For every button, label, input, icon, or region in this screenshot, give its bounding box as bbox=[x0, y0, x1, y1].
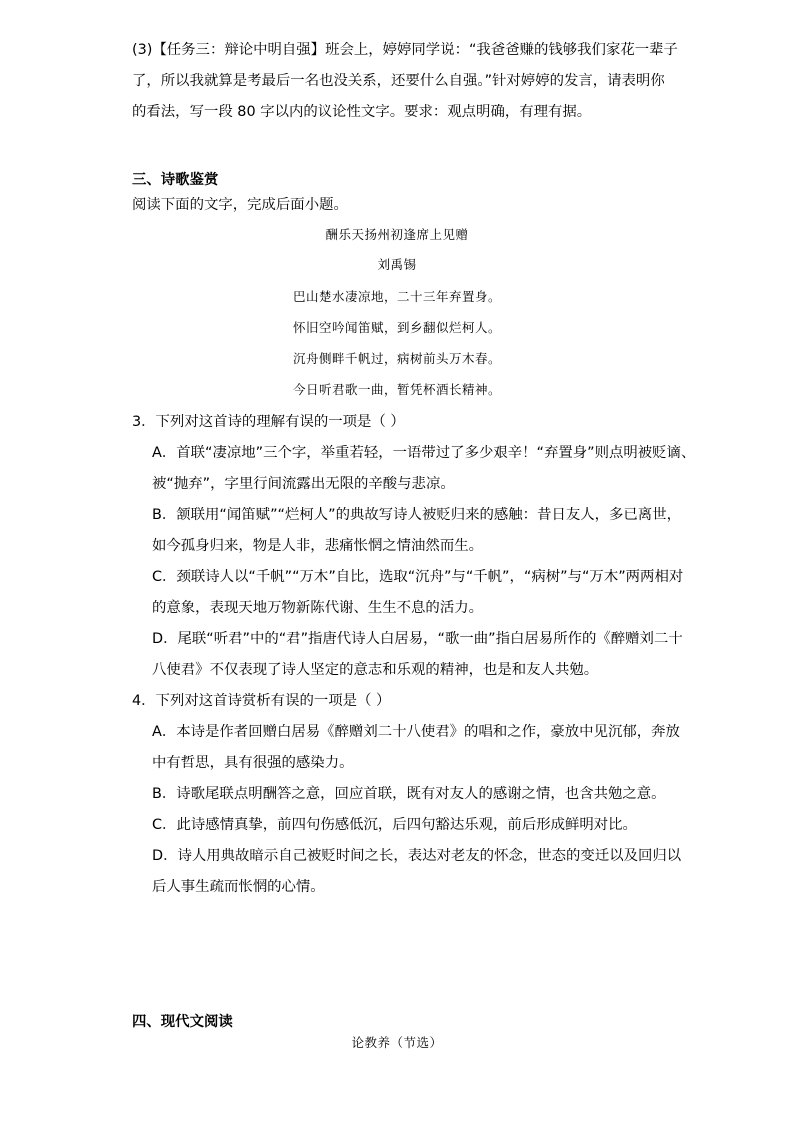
instructions: 阅读下面的文字，完成后面小题。 bbox=[132, 197, 348, 213]
option-c: C．颈联诗人以“千帆”“万木”自比，选取“沉舟”与“千帆”，“病树”与“万木”两两相对 bbox=[152, 569, 684, 585]
task3-line: 的看法，写一段 80 字以内的议论性文字。要求：观点明确，有理有据。 bbox=[132, 104, 592, 120]
poem-title: 酬乐天扬州初逢席上见赠 bbox=[325, 227, 469, 242]
poem-line: 今日听君歌一曲，暂凭杯酒长精神。 bbox=[292, 382, 501, 397]
article-title: 论教养（节选） bbox=[351, 1035, 443, 1050]
option-b: B．颔联用“闻笛赋”“烂柯人”的典故写诗人被贬归来的感触：昔日友人，多已离世， bbox=[152, 507, 681, 523]
option-b: B．诗歌尾联点明酬答之意，回应首联，既有对友人的感谢之情，也含共勉之意。 bbox=[152, 786, 666, 802]
option-d-cont: 后人事生疏而怅惘的心情。 bbox=[152, 879, 325, 895]
option-c: C．此诗感情真挚，前四句伤感低沉，后四句豁达乐观，前后形成鲜明对比。 bbox=[152, 817, 637, 833]
section-heading: 四、现代文阅读 bbox=[132, 1014, 233, 1030]
section-heading: 三、诗歌鉴赏 bbox=[132, 172, 219, 188]
option-a-cont: 中有哲思，具有很强的感染力。 bbox=[152, 755, 354, 771]
option-a-cont: 被“抛弃”，字里行间流露出无限的辛酸与悲凉。 bbox=[152, 476, 455, 492]
option-d-cont: 八使君》不仅表现了诗人坚定的意志和乐观的精神，也是和友人共勉。 bbox=[152, 662, 599, 678]
poem-line: 沉舟侧畔千帆过，病树前头万木春。 bbox=[292, 351, 501, 366]
option-d: D．尾联“听君”中的“君”指唐代诗人白居易，“歌一曲”指白居易所作的《醉赠刘二十 bbox=[152, 631, 683, 647]
option-d: D．诗人用典故暗示自己被贬时间之长，表达对老友的怀念，世态的变迁以及回归以 bbox=[152, 848, 682, 864]
poem-line: 怀旧空吟闻笛赋，到乡翻似烂柯人。 bbox=[292, 320, 501, 335]
option-b-cont: 如今孤身归来，物是人非，悲痛怅惘之情油然而生。 bbox=[152, 538, 483, 554]
option-a: A．本诗是作者回赠白居易《醉赠刘二十八使君》的唱和之作，豪放中见沉郁，奔放 bbox=[152, 724, 680, 740]
task3-line: (3)【任务三：辩论中明自强】班会上，婷婷同学说：“我爸爸赚的钱够我们家花一辈子 bbox=[132, 42, 678, 58]
option-a: A．首联“凄凉地”三个字，举重若轻，一语带过了多少艰辛！“弃置身”则点明被贬谪、 bbox=[152, 445, 696, 461]
poem-line: 巴山楚水凄凉地，二十三年弃置身。 bbox=[292, 289, 501, 304]
poem-author: 刘禹锡 bbox=[377, 257, 417, 272]
question-stem: 3．下列对这首诗的理解有误的一项是（ ） bbox=[132, 414, 405, 430]
question-stem: 4．下列对这首诗赏析有误的一项是（ ） bbox=[132, 693, 391, 709]
option-c-cont: 的意象，表现天地万物新陈代谢、生生不息的活力。 bbox=[152, 600, 483, 616]
task3-line: 了，所以我就算是考最后一名也没关系，还要什么自强。”针对婷婷的发言，请表明你 bbox=[132, 73, 665, 89]
